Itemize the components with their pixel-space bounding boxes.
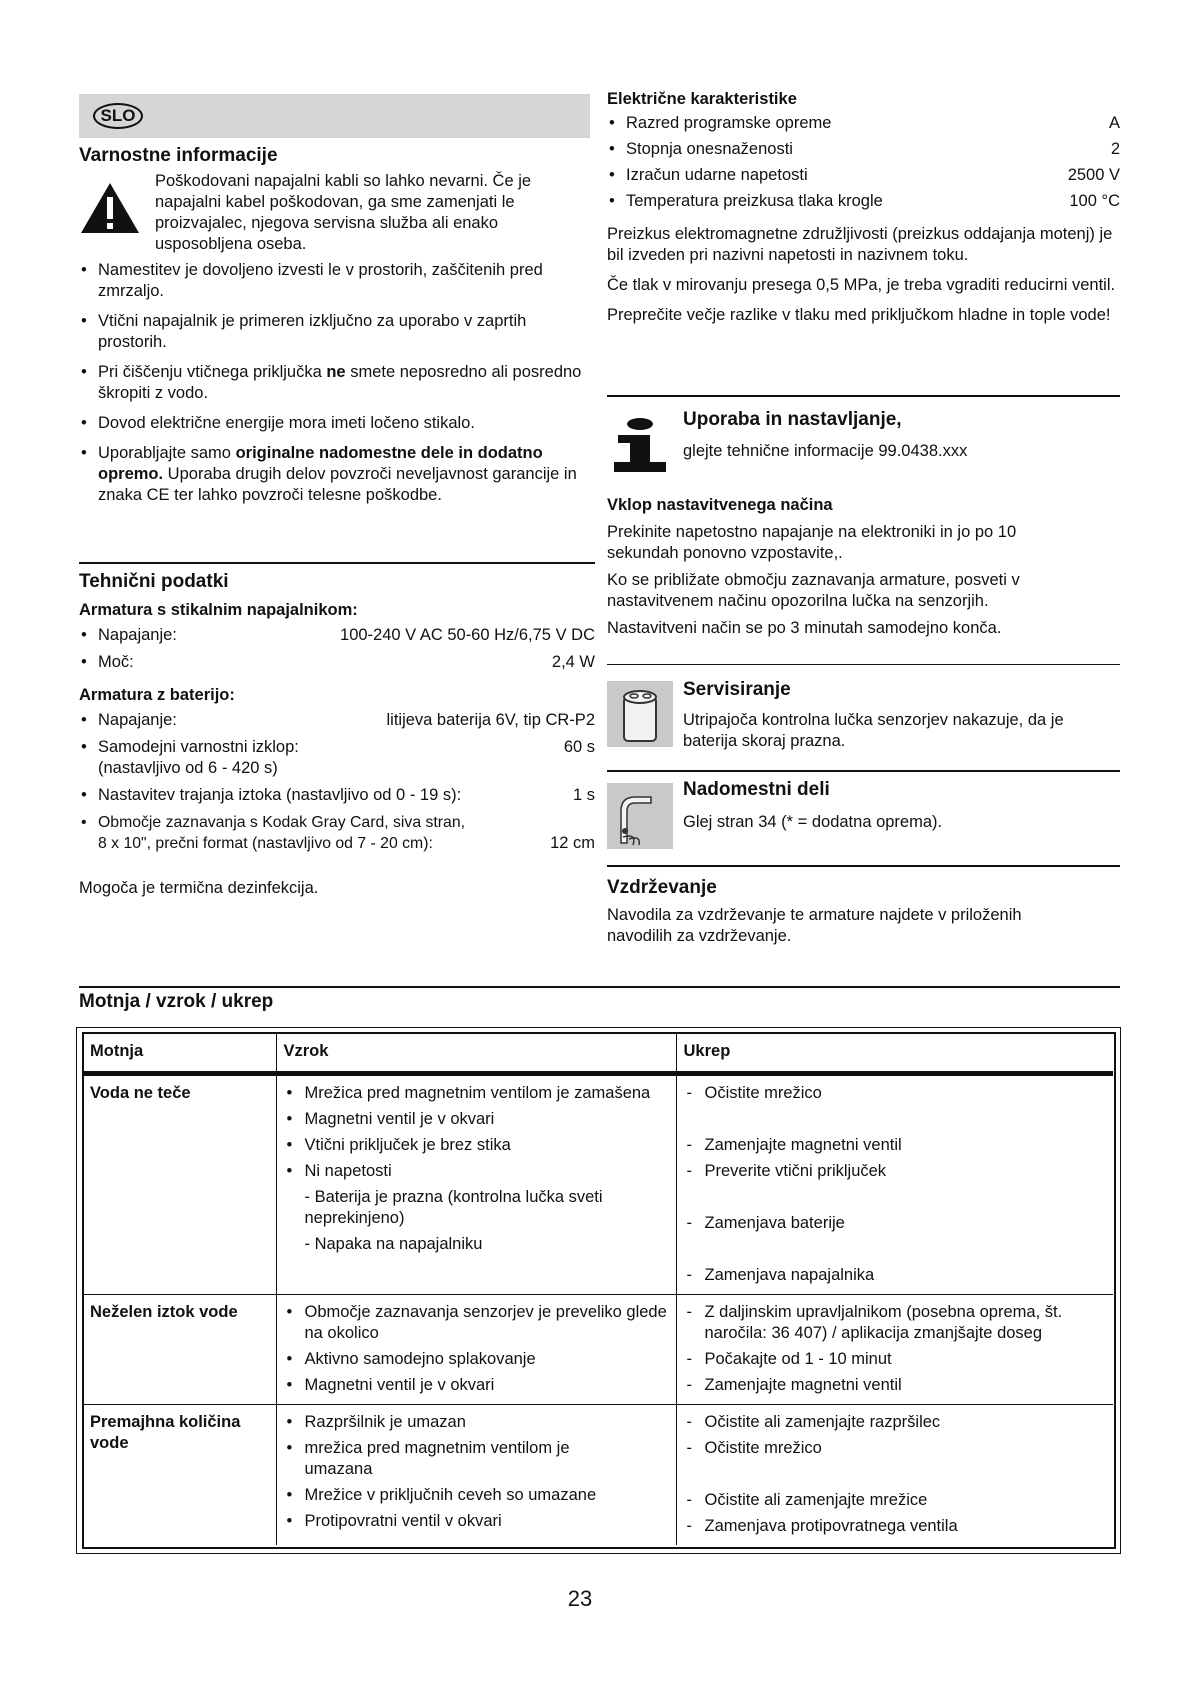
- cause-item: • Ni napetosti: [284, 1161, 670, 1182]
- action-cell: [676, 1405, 1113, 1546]
- action-item: - Zamenjajte magnetni ventil: [684, 1375, 1108, 1396]
- battery-image: [607, 681, 673, 747]
- cause-cell: [276, 1405, 676, 1546]
- faucet-icon: [607, 783, 673, 849]
- action-item: - Očistite mrežico: [684, 1438, 1108, 1459]
- table-row: [83, 1295, 1113, 1405]
- table-header-row: [83, 1033, 1113, 1074]
- spec-row: • Območje zaznavanja s Kodak Gray Card, siva stran, 8 x 10", prečni format (nastavljivo od 7 - 20 cm): 12 cm: [79, 812, 595, 854]
- paragraph: Nastavitveni način se po 3 minutah samodejno konča.: [607, 619, 1002, 637]
- safety-item-parts: • Uporabljajte samo originalne nadomestne dele in dodatno opremo. Uporaba drugih delov povzroči neveljavnost garancije in znaka CE ter lahko povzroči telesne poškodbe.: [79, 443, 595, 506]
- column-header: Vzrok: [276, 1033, 676, 1074]
- divider: [607, 770, 1120, 772]
- divider: [607, 865, 1120, 867]
- paragraph: Preprečite večje razlike v tlaku med priključkom hladne in tople vode!: [607, 306, 1111, 324]
- action-item: - Očistite mrežico: [684, 1083, 1108, 1104]
- spare-text: Glej stran 34 (* = dodatna oprema).: [683, 813, 943, 831]
- page-number: 23: [567, 1586, 593, 1611]
- electrical-title: Električne karakteristike: [607, 90, 797, 108]
- spec-row: • Nastavitev trajanja iztoka (nastavljivo od 0 - 19 s): 1 s: [79, 785, 595, 806]
- safety-title: Varnostne informacije: [79, 145, 278, 166]
- cause-cell: [276, 1295, 676, 1405]
- paragraph: Prekinite napetostno napajanje na elektroniki in jo po 10 sekundah ponovno vzpostavite,.: [607, 523, 1017, 562]
- paragraph: Preizkus elektromagnetne združljivosti (preizkus oddajanja motenj) je bil izveden pri nazivni napetosti in nazivnem toku.: [607, 225, 1113, 264]
- warning-triangle-icon: [79, 181, 141, 235]
- action-item: - Zamenjajte magnetni ventil: [684, 1135, 1108, 1156]
- safety-section: [79, 144, 595, 506]
- cause-item: • Območje zaznavanja senzorjev je preveliko glede na okolico: [284, 1302, 670, 1344]
- action-item: - Počakajte od 1 - 10 minut: [684, 1349, 1108, 1370]
- paragraph: Ko se približate območju zaznavanja armature, posveti v nastavitvenem načinu opozorilna lučka na senzorjih.: [607, 571, 1020, 610]
- table-row: [83, 1405, 1113, 1546]
- action-item: - Očistite ali zamenjajte razpršilec: [684, 1412, 1108, 1433]
- setup-title: Vklop nastavitvenega načina: [607, 496, 833, 514]
- cause-item: • Protipovratni ventil v okvari: [284, 1511, 670, 1532]
- action-item: - Preverite vtični priključek: [684, 1161, 1108, 1182]
- action-cell: [676, 1074, 1113, 1295]
- info-icon: [612, 418, 668, 472]
- maintenance-text: Navodila za vzdrževanje te armature najdete v priloženih navodilih za vzdrževanje.: [607, 906, 1022, 945]
- cause-item: • Magnetni ventil je v okvari: [284, 1109, 670, 1130]
- spare-section: [683, 778, 1120, 833]
- faucet-image: [607, 783, 673, 849]
- mains-specs: [79, 625, 595, 673]
- column-header: Motnja: [83, 1033, 276, 1074]
- battery-specs: [79, 710, 595, 854]
- mains-title: Armatura s stikalnim napajalnikom:: [79, 601, 358, 619]
- usage-section: [683, 408, 1120, 462]
- cause-item: • Magnetni ventil je v okvari: [284, 1375, 670, 1396]
- tech-title: Tehnični podatki: [79, 571, 229, 592]
- safety-item: • Namestitev je dovoljeno izvesti le v prostorih, zaščitenih pred zmrzaljo.: [79, 260, 595, 302]
- divider: [607, 664, 1120, 665]
- cause-item: • Vtični priključek je brez stika: [284, 1135, 670, 1156]
- trouble-table: [83, 1033, 1113, 1545]
- setup-section: [607, 495, 1120, 639]
- cause-cell: [276, 1074, 676, 1295]
- battery-icon: [607, 681, 673, 747]
- maintenance-section: [607, 876, 1120, 947]
- spare-title: Nadomestni deli: [683, 779, 830, 800]
- safety-item-cleaning: • Pri čiščenju vtičnega priključka ne smete neposredno ali posredno škropiti z vodo.: [79, 362, 595, 404]
- spec-row: • Izračun udarne napetosti 2500 V: [607, 165, 1120, 186]
- service-title: Servisiranje: [683, 679, 791, 700]
- spec-row: • Stopnja onesnaženosti 2: [607, 139, 1120, 160]
- language-bar: [79, 94, 590, 138]
- action-item: - Zamenjava napajalnika: [684, 1265, 1108, 1286]
- trouble-title: Motnja / vzrok / ukrep: [79, 991, 274, 1012]
- spec-row: • Temperatura preizkusa tlaka krogle 100 °C: [607, 191, 1120, 212]
- action-item: - Očistite ali zamenjajte mrežice: [684, 1490, 1108, 1511]
- divider: [607, 395, 1120, 397]
- cause-item: • Mrežice v priključnih ceveh so umazane: [284, 1485, 670, 1506]
- spec-row: • Razred programske opreme A: [607, 113, 1120, 134]
- spec-row: • Moč: 2,4 W: [79, 652, 595, 673]
- cause-subitem: - Baterija je prazna (kontrolna lučka sveti neprekinjeno): [304, 1188, 603, 1227]
- disinfection-text: Mogoča je termična dezinfekcija.: [79, 879, 319, 897]
- cause-item: • mrežica pred magnetnim ventilom je umazana: [284, 1438, 625, 1480]
- spec-row: • Napajanje: 100-240 V AC 50-60 Hz/6,75 V DC: [79, 625, 595, 646]
- cause-item: • Mrežica pred magnetnim ventilom je zamašena: [284, 1083, 670, 1104]
- action-cell: [676, 1295, 1113, 1405]
- cause-item: • Razpršilnik je umazan: [284, 1412, 670, 1433]
- usage-title: Uporaba in nastavljanje,: [683, 409, 902, 430]
- safety-list: [79, 260, 595, 506]
- action-item: - Zamenjava protipovratnega ventila: [684, 1516, 1108, 1537]
- cause-subitem: - Napaka na napajalniku: [304, 1235, 483, 1253]
- table-row: [83, 1074, 1113, 1295]
- warning-text: Poškodovani napajalni kabli so lahko nevarni. Če je napajalni kabel poškodovan, ga sme zamenjati le proizvajalec, njegova servisna služba ali enako usposobljena oseba.: [155, 172, 532, 253]
- action-item: - Zamenjava baterije: [684, 1213, 1108, 1234]
- fault-cell: Premajhna količina vode: [83, 1405, 276, 1546]
- maintenance-title: Vzdrževanje: [607, 877, 717, 898]
- cause-item: • Aktivno samodejno splakovanje: [284, 1349, 670, 1370]
- usage-text: glejte tehnične informacije 99.0438.xxx: [683, 442, 968, 460]
- service-section: [683, 678, 1120, 752]
- tech-section: [79, 570, 595, 899]
- spec-row: • Napajanje: litijeva baterija 6V, tip CR-P2: [79, 710, 595, 731]
- safety-item: • Dovod električne energije mora imeti ločeno stikalo.: [79, 413, 595, 434]
- language-badge: SLO: [93, 103, 143, 129]
- safety-item: • Vtični napajalnik je primeren izključno za uporabo v zaprtih prostorih.: [79, 311, 595, 353]
- electrical-list: [607, 113, 1120, 212]
- divider: [79, 562, 595, 564]
- spec-row: • Samodejni varnostni izklop: (nastavljivo od 6 - 420 s) 60 s: [79, 737, 595, 779]
- service-text: Utripajoča kontrolna lučka senzorjev nakazuje, da je baterija skoraj prazna.: [683, 711, 1064, 750]
- action-item: - Z daljinskim upravljalnikom (posebna oprema, št. naročila: 36 407) / aplikacija zmanjšajte doseg: [684, 1302, 1108, 1344]
- electrical-section: [607, 89, 1120, 326]
- fault-cell: Neželen iztok vode: [83, 1295, 276, 1405]
- warning-block: [79, 171, 595, 255]
- fault-cell: Voda ne teče: [83, 1074, 276, 1295]
- column-header: Ukrep: [676, 1033, 1113, 1074]
- battery-title: Armatura z baterijo:: [79, 686, 235, 704]
- divider: [79, 986, 1120, 988]
- paragraph: Če tlak v mirovanju presega 0,5 MPa, je treba vgraditi reducirni ventil.: [607, 276, 1116, 294]
